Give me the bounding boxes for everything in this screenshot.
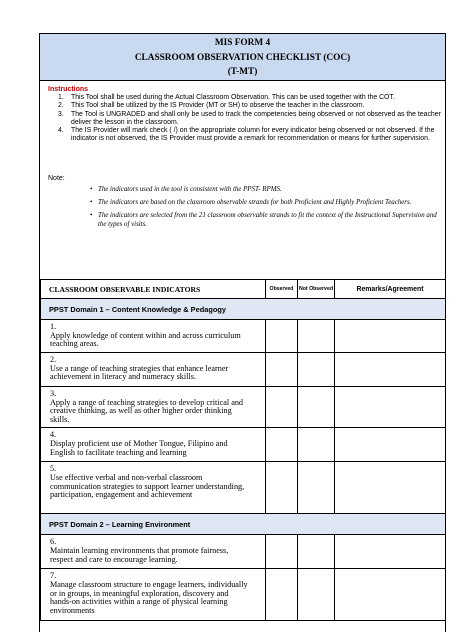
not-observed-checkbox[interactable] xyxy=(298,535,335,569)
table-header-row xyxy=(41,280,446,299)
bullet-icon: • xyxy=(90,199,93,207)
observed-checkbox[interactable] xyxy=(266,462,298,514)
observed-checkbox[interactable] xyxy=(266,569,298,621)
not-observed-checkbox[interactable] xyxy=(298,353,335,387)
note-list xyxy=(90,186,440,234)
remarks-field[interactable] xyxy=(335,428,446,462)
indicators-table xyxy=(40,279,446,621)
table-row: 2.Use a range of teaching strategies that enhance learner achievement in literacy and numeracy skills. xyxy=(41,353,446,387)
instructions-list xyxy=(48,94,443,144)
remarks-field[interactable] xyxy=(335,569,446,621)
form-title: CLASSROOM OBSERVATION CHECKLIST (COC) xyxy=(134,53,351,63)
instruction-item: 4. The IS Provider will mark check ( /) on the appropriate column for every indicator being observed or not observed. If the indicator is not observed, the IS Provider must provide a remark for recommendation or means for further supervision. xyxy=(58,127,435,143)
form-subtitle: (T-MT) xyxy=(227,67,258,77)
instruction-item: 2. This Tool shall be utilized by the IS Provider (MT or SH) to observe the teacher in the classroom. xyxy=(58,102,365,110)
table-row: 7.Manage classroom structure to engage learners, individually or in groups, in meaningful exploration, discovery and hands-on activities within a range of physical learning environments xyxy=(41,569,446,621)
col-not-observed: Not Observed xyxy=(298,280,335,299)
domain-row xyxy=(41,299,446,320)
not-observed-checkbox[interactable] xyxy=(298,387,335,428)
col-indicators: CLASSROOM OBSERVABLE INDICATORS xyxy=(41,280,266,299)
table-row: 6.Maintain learning environments that promote fairness, respect and care to encourage learning. xyxy=(41,535,446,569)
header-divider xyxy=(40,80,445,81)
col-remarks: Remarks/Agreement xyxy=(335,280,446,299)
form-header xyxy=(40,34,445,80)
instruction-item: 3. The Tool is UNGRADED and shall only be used to track the competencies being observed or not observed as the teacher deliver the lesson in the classroom. xyxy=(58,110,441,126)
table-row: 3.Apply a range of teaching strategies to develop critical and creative thinking, as well as other higher order thinking skills. xyxy=(41,387,446,428)
note-item: • The indicators used in the tool is consistent with the PPST- RPMS. xyxy=(90,186,282,193)
not-observed-checkbox[interactable] xyxy=(298,428,335,462)
not-observed-checkbox[interactable] xyxy=(298,320,335,353)
remarks-field[interactable] xyxy=(335,387,446,428)
instructions-title: Instructions xyxy=(48,86,89,93)
remarks-field[interactable] xyxy=(335,462,446,514)
observed-checkbox[interactable] xyxy=(266,428,298,462)
domain-title: PPST Domain 2 – Learning Environment xyxy=(41,514,446,535)
not-observed-checkbox[interactable] xyxy=(298,569,335,621)
observed-checkbox[interactable] xyxy=(266,353,298,387)
remarks-field[interactable] xyxy=(335,353,446,387)
observed-checkbox[interactable] xyxy=(266,535,298,569)
domain-title: PPST Domain 1 – Content Knowledge & Pedagogy xyxy=(41,299,446,320)
domain-row xyxy=(41,514,446,535)
col-observed: Observed xyxy=(266,280,298,299)
bullet-icon: • xyxy=(90,186,93,193)
table-row: 4.Display proficient use of Mother Tongue, Filipino and English to facilitate teaching and learning xyxy=(41,428,446,462)
form-frame xyxy=(39,33,446,632)
form-number: MIS FORM 4 xyxy=(214,38,271,48)
observed-checkbox[interactable] xyxy=(266,387,298,428)
observed-checkbox[interactable] xyxy=(266,320,298,353)
bullet-icon: • xyxy=(90,212,93,220)
table-row: 5.Use effective verbal and non-verbal classroom communication strategies to support learner understanding, participation, engagement and achievement xyxy=(41,462,446,514)
table-row: 1.Apply knowledge of content within and across curriculum teaching areas. xyxy=(41,320,446,353)
note-label: Note: xyxy=(48,175,65,182)
not-observed-checkbox[interactable] xyxy=(298,462,335,514)
note-item: • The indicators are based on the classroom observable strands for both Proficient and Highly Proficient Teachers. xyxy=(90,199,412,207)
remarks-field[interactable] xyxy=(335,535,446,569)
note-item: • The indicators are selected from the 21 classroom observable strands to fit the context of the Instructional Supervision and the types of visits. xyxy=(90,212,437,228)
remarks-field[interactable] xyxy=(335,320,446,353)
instruction-item: 1. This Tool shall be used during the Actual Classroom Observation. This can be used together with the COT. xyxy=(58,94,395,101)
